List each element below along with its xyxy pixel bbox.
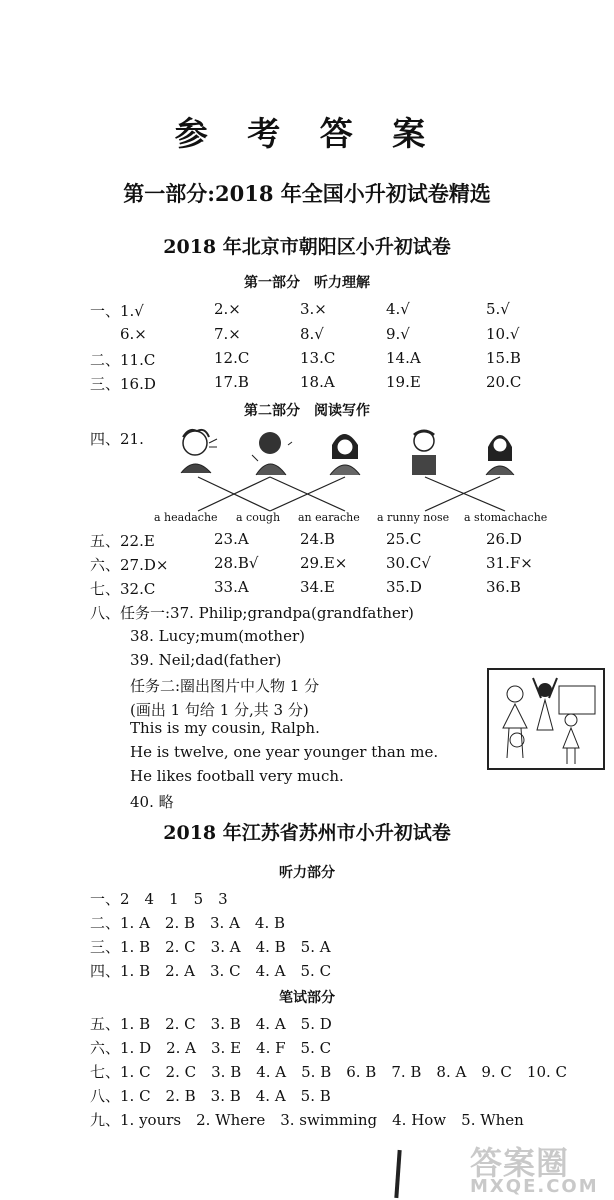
q8-line: (画出 1 句给 1 分,共 3 分)	[130, 701, 309, 719]
answer-item: 6.×	[120, 325, 147, 343]
word-label: a headache	[154, 511, 218, 524]
answer-item: 8.√	[300, 325, 324, 343]
answer-item: 26.D	[486, 530, 522, 548]
listening-line: 一、2 4 1 5 3	[90, 890, 228, 908]
word-label: an earache	[298, 511, 360, 524]
answer-item: 29.E×	[300, 554, 348, 572]
q21-label: 四、21.	[90, 430, 144, 448]
answer-item: 三、16.D	[90, 375, 156, 393]
q8-line: 40. 略	[130, 793, 174, 811]
q8-line: 任务二:圈出图片中人物 1 分	[130, 677, 320, 695]
paper2-title: 2018 年江苏省苏州市小升初试卷	[163, 822, 451, 844]
paper1-section-reading: 第二部分 阅读写作	[244, 403, 370, 419]
word-label: a stomachache	[464, 511, 548, 524]
paper2-section-listening: 听力部分	[279, 865, 335, 881]
writing-line: 九、1. yours 2. Where 3. swimming 4. How 5. When	[90, 1111, 524, 1129]
q8-line: 39. Neil;dad(father)	[130, 651, 282, 669]
watermark-url: MXQE.COM	[470, 1176, 599, 1197]
answer-item: 30.C√	[386, 554, 431, 572]
writing-line: 七、1. C 2. C 3. B 4. A 5. B 6. B 7. B 8. A 9. C 10. C	[90, 1063, 568, 1081]
child-stomachache-illustration	[478, 425, 524, 477]
answer-item: 4.√	[386, 300, 410, 318]
paper1-section-listening: 第一部分 听力理解	[244, 275, 370, 291]
answer-item: 35.D	[386, 578, 422, 596]
answer-item: 19.E	[386, 373, 421, 391]
answer-item: 五、22.E	[90, 532, 155, 550]
answer-item: 23.A	[214, 530, 249, 548]
answer-item: 3.×	[300, 300, 327, 318]
writing-line: 五、1. B 2. C 3. B 4. A 5. D	[90, 1015, 332, 1033]
q8-line: This is my cousin, Ralph.	[130, 719, 320, 737]
listening-line: 四、1. B 2. A 3. C 4. A 5. C	[90, 962, 332, 980]
answer-item: 9.√	[386, 325, 410, 343]
child-headache-illustration	[175, 425, 221, 477]
listening-line: 三、1. B 2. C 3. A 4. B 5. A	[90, 938, 331, 956]
answer-item: 7.×	[214, 325, 241, 343]
answer-item: 34.E	[300, 578, 335, 596]
page-title: 参 考 答 案	[174, 114, 440, 153]
answer-item: 12.C	[214, 349, 250, 367]
word-label: a cough	[236, 511, 281, 524]
child-earache-illustration	[322, 425, 368, 477]
paper1-title: 2018 年北京市朝阳区小升初试卷	[163, 236, 451, 258]
answer-item: 13.C	[300, 349, 336, 367]
q8-line: 八、任务一:37. Philip;grandpa(grandfather)	[90, 604, 414, 622]
answer-item: 2.×	[214, 300, 241, 318]
child-cough-illustration	[248, 425, 294, 477]
answer-item: 20.C	[486, 373, 522, 391]
answer-item: 二、11.C	[90, 351, 156, 369]
child-runny-nose-illustration	[402, 425, 448, 477]
writing-line: 六、1. D 2. A 3. E 4. F 5. C	[90, 1039, 332, 1057]
q8-line: 38. Lucy;mum(mother)	[130, 627, 305, 645]
paper2-section-writing: 笔试部分	[279, 990, 335, 1006]
answer-item: 七、32.C	[90, 580, 156, 598]
q8-line: He is twelve, one year younger than me.	[130, 743, 439, 761]
answer-item: 一、1.√	[90, 302, 144, 320]
answer-item: 5.√	[486, 300, 510, 318]
q8-line: He likes football very much.	[130, 767, 344, 785]
answer-item: 10.√	[486, 325, 520, 343]
writing-line: 八、1. C 2. B 3. B 4. A 5. B	[90, 1087, 331, 1105]
answer-item: 25.C	[386, 530, 422, 548]
answer-item: 33.A	[214, 578, 249, 596]
answer-item: 24.B	[300, 530, 335, 548]
answer-item: 15.B	[486, 349, 521, 367]
answer-item: 36.B	[486, 578, 521, 596]
part-heading: 第一部分:2018 年全国小升初试卷精选	[123, 181, 491, 206]
family-picture	[487, 668, 605, 770]
q21-matching-figure	[154, 425, 548, 524]
answer-item: 14.A	[386, 349, 421, 367]
answer-item: 18.A	[300, 373, 335, 391]
binding-mark	[394, 1150, 401, 1198]
listening-line: 二、1. A 2. B 3. A 4. B	[90, 914, 286, 932]
answer-item: 六、27.D×	[90, 556, 169, 574]
answer-item: 31.F×	[486, 554, 533, 572]
answer-item: 28.B√	[214, 554, 259, 572]
word-label: a runny nose	[377, 511, 450, 524]
watermark-logo: 答案圈	[470, 1144, 570, 1182]
answer-item: 17.B	[214, 373, 249, 391]
